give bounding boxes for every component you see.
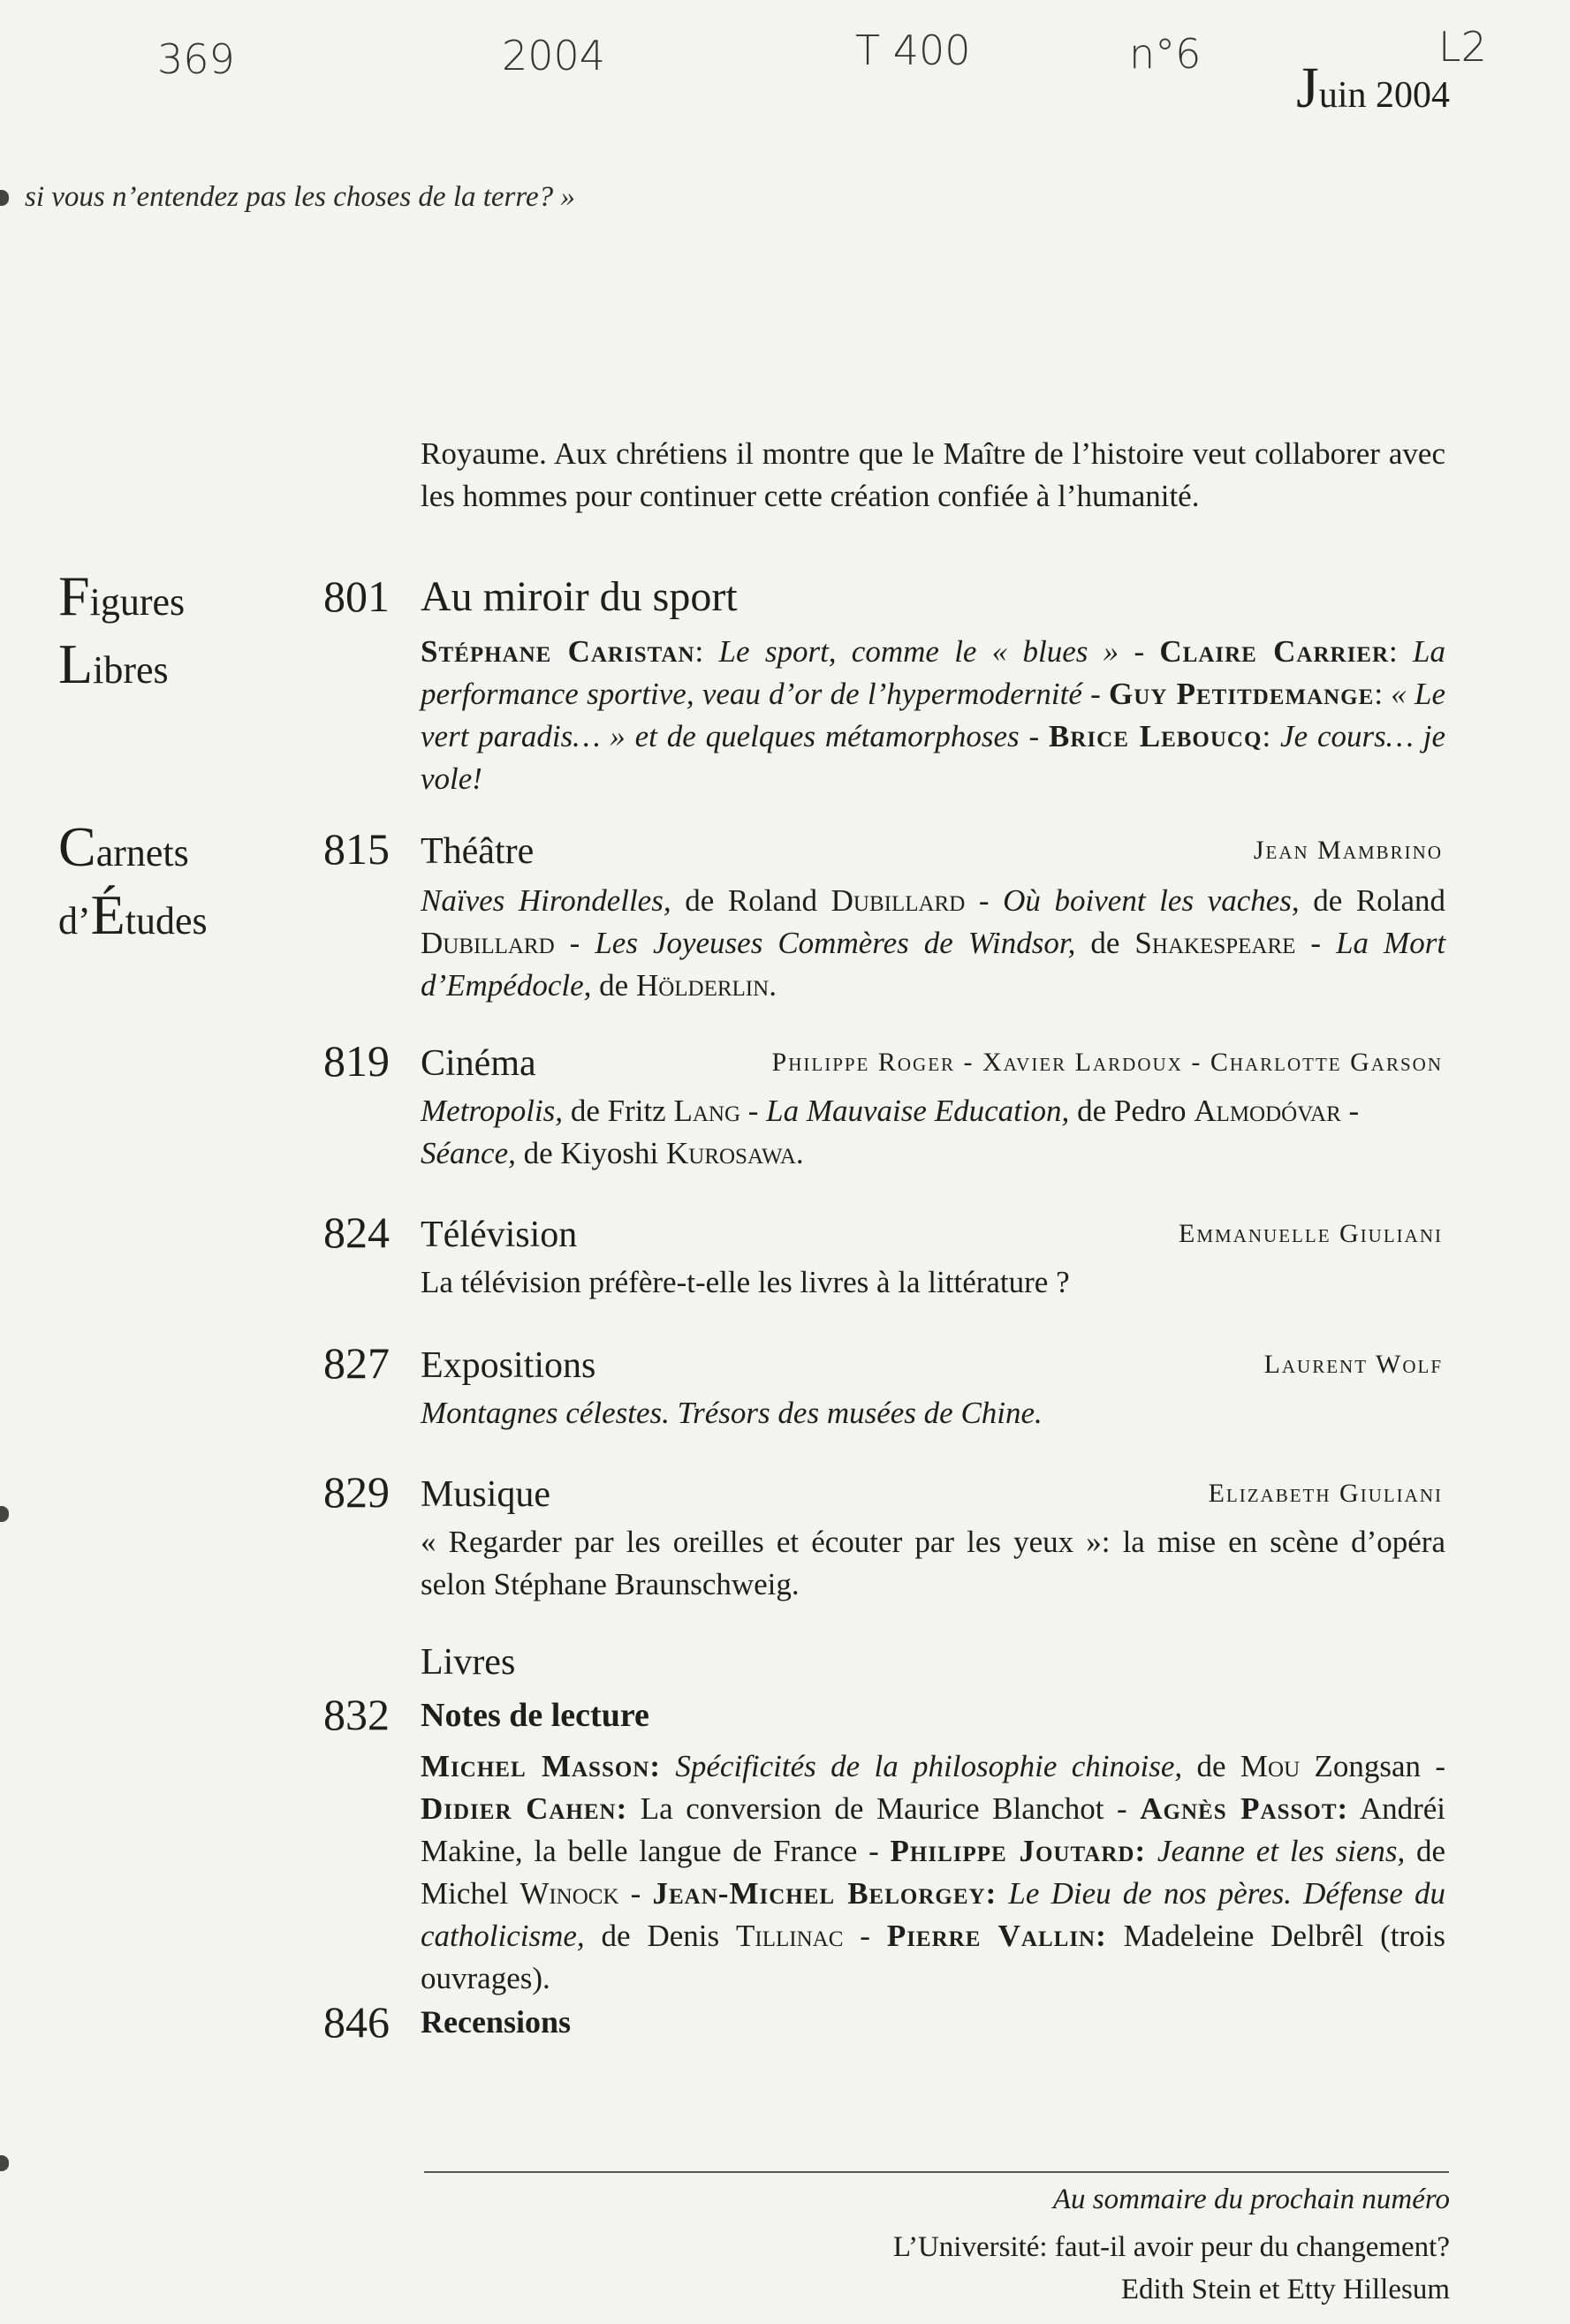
next-issue-item: Edith Stein et Etty Hillesum bbox=[1120, 2274, 1450, 2305]
issue-date: Juin 2004 bbox=[1296, 56, 1450, 120]
handwritten-note: 369 bbox=[157, 35, 235, 83]
entry-title: Musique bbox=[421, 1474, 550, 1515]
entry-title: Au miroir du sport bbox=[421, 573, 738, 620]
binding-mark bbox=[0, 2155, 9, 2171]
intro-paragraph: Royaume. Aux chrétiens il montre que le Maître de l’histoire veut collaborer avec les hommes pour continuer cette création confiée à l’humanité. bbox=[421, 436, 1445, 513]
entry-authors: Elizabeth Giuliani bbox=[1208, 1479, 1443, 1508]
page-number: 846 bbox=[323, 1997, 390, 2047]
entry-authors: Laurent Wolf bbox=[1263, 1350, 1443, 1379]
page-number: 824 bbox=[323, 1207, 390, 1257]
next-issue-item: L’Université: faut-il avoir peur du changement? bbox=[892, 2231, 1450, 2263]
binding-mark bbox=[0, 1506, 9, 1522]
section-label-figures-libres: Figures Libres bbox=[58, 564, 186, 695]
section-label-carnets-etudes: Carnets d’Études bbox=[58, 815, 208, 946]
handwritten-note: 2004 bbox=[502, 32, 606, 79]
page-number: 815 bbox=[323, 824, 390, 874]
entry-description: La télévision préfère-t-elle les livres à la littérature ? bbox=[421, 1265, 1070, 1299]
entry-authors: Philippe Roger - Xavier Lardoux - Charlotte Garson bbox=[771, 1048, 1443, 1077]
divider bbox=[424, 2171, 1449, 2173]
page-number: 832 bbox=[323, 1690, 390, 1739]
entry-authors: Emmanuelle Giuliani bbox=[1179, 1219, 1443, 1248]
entry-title: Expositions bbox=[421, 1345, 596, 1386]
entry-description: « Regarder par les oreilles et écouter par les yeux »: la mise en scène d’opéra selon Stéphane Braunschweig. bbox=[421, 1525, 1445, 1601]
entry-description: Stéphane Caristan: Le sport, comme le « blues » - Claire Carrier: La performance sportive, veau d’or de l’hypermodernité - Guy Petitdemange: « Le vert paradis… » et de quelques métamorphoses - Brice Leboucq: Je cours… je vole! bbox=[421, 634, 1446, 796]
entry-description: Montagnes célestes. Trésors des musées de Chine. bbox=[421, 1396, 1043, 1430]
entry-title: Télévision bbox=[421, 1215, 578, 1255]
page-number: 819 bbox=[323, 1036, 390, 1086]
entry-title: Cinéma bbox=[421, 1043, 536, 1084]
entry-description: Metropolis, de Fritz Lang - La Mauvaise Education, de Pedro Almodóvar - Séance, de Kiyoshi Kurosawa. bbox=[421, 1094, 1360, 1170]
handwritten-note: n°6 bbox=[1129, 30, 1202, 78]
entry-description: Naïves Hirondelles, de Roland Dubillard - Où boivent les vaches, de Roland Dubillard - Les Joyeuses Commères de Windsor, de Shakespeare - La Mort d’Empédocle, de Hölderlin. bbox=[421, 883, 1446, 1003]
handwritten-note: L2 bbox=[1438, 23, 1487, 71]
page-number: 827 bbox=[323, 1338, 390, 1388]
page-number: 829 bbox=[323, 1467, 390, 1517]
page-number: 801 bbox=[323, 572, 390, 621]
binding-mark bbox=[0, 190, 9, 206]
next-issue-heading: Au sommaire du prochain numéro bbox=[1052, 2184, 1450, 2215]
entry-title: Recensions bbox=[421, 2004, 571, 2040]
continued-quote: si vous n’entendez pas les choses de la terre? » bbox=[25, 181, 575, 213]
entry-title: Théâtre bbox=[421, 831, 535, 872]
entry-authors: Jean Mambrino bbox=[1253, 836, 1443, 865]
section-heading-livres: Livres bbox=[421, 1642, 516, 1683]
entry-title: Notes de lecture bbox=[421, 1697, 649, 1734]
handwritten-note: T 400 bbox=[855, 26, 971, 74]
entry-description: Michel Masson: Spécificités de la philosophie chinoise, de Mou Zongsan - Didier Cahen: La conversion de Maurice Blanchot - Agnès Passot: Andréi Makine, la belle langue de France - Philippe Joutard: Jeanne et les siens, de Michel Winock - Jean-Michel Belorgey: Le Dieu de nos pères. Défense du catholicisme, de Denis Tillinac - Pierre Vallin: Madeleine Delbrêl (trois ouvrages). bbox=[421, 1749, 1446, 1995]
